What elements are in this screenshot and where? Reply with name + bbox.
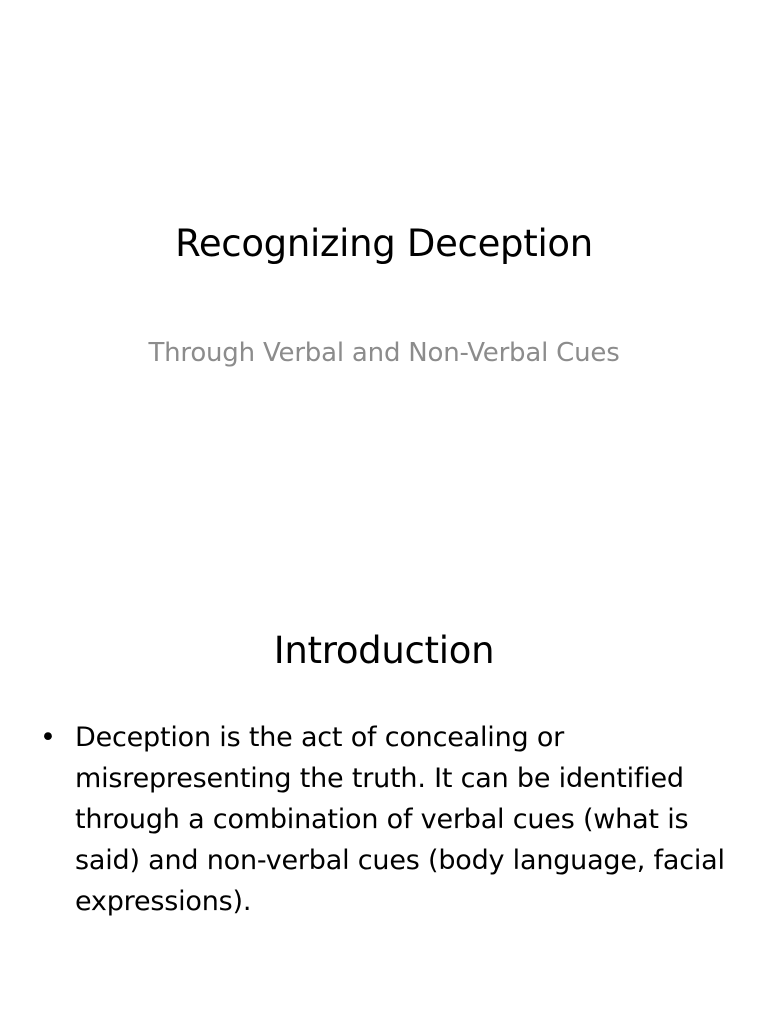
slide-heading: Introduction — [273, 629, 495, 672]
bullet-text: Deception is the act of concealing or misrepresenting the truth. It can be identified through a combination of verbal cues (what is said) and non-verbal cues (body language, facial expressions). — [75, 722, 725, 917]
presentation-subtitle: Through Verbal and Non-Verbal Cues — [148, 338, 620, 368]
bullet-list — [40, 717, 730, 922]
introduction-slide — [0, 512, 768, 1024]
bullet-item — [40, 717, 730, 922]
presentation-title: Recognizing Deception — [175, 222, 593, 265]
bullet-dot-icon: • — [40, 722, 56, 753]
